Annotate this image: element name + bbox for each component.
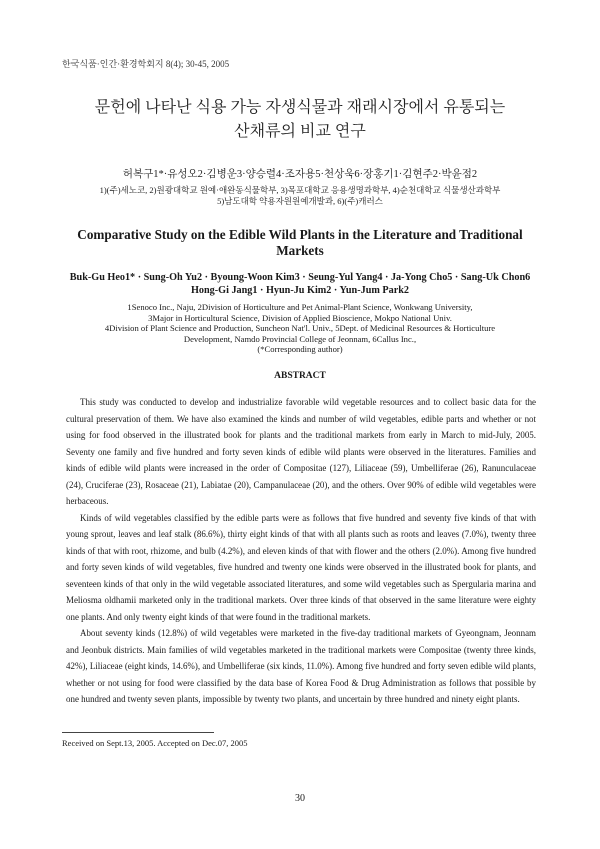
author-line: Hong-Gi Jang1 · Hyun-Ju Kim2 · Yun-Jum Park2	[190, 285, 410, 296]
corresponding-note: (*Corresponding author)	[257, 344, 343, 355]
affiliation-line: 1)(주)세노코, 2)원광대학교 원예·애완동식물학부, 3)목포대학교 응용생명과학부, 4)순천대학교 식물생산과학부	[99, 185, 501, 195]
author-line: Buk-Gu Heo1* · Sung-Oh Yu2 · Byoung-Woon Kim3 · Seung-Yul Yang4 · Ja-Yong Cho5 · Sang-Uk Chon6	[69, 272, 531, 283]
abstract-paragraph: Kinds of wild vegetables classified by the edible parts were as follows that five hundred and seventy five kinds of that with young sprout, leaves and leaf stalk (86.6%), thirty eight kinds of that with all plants such as roots and leaves (7.0%), twenty three kinds of that with root, rhizome, and bulb (4.2%), and eleven kinds of that with flower and the others (2.0%). Among five hundred and forty seven kinds of wild vegetables, five hundred and twenty one kinds were observed in the illustrated book for plants, and seventeen kinds of that only in the wild vegetable associated literatures, and some wild vegetables such as Spergularia marina and Meliosma oldhamii marketed only in the traditional markets. Over three kinds of that observed in the same literature were eighty one plants. And only twenty eight kinds of that were found in the traditional markets.	[66, 512, 536, 622]
abstract-body	[66, 394, 536, 708]
abstract-paragraph: About seventy kinds (12.8%) of wild vegetables were marketed in the five-day traditional markets of Gyeongnam, Jeonnam and Jeonbuk districts. Main families of wild vegetables marketed in the traditional markets were Compositae (twenty three kinds, 42%), Liliaceae (eight kinds, 14.6%), and Umbelliferae (six kinds, 11.0%). Among five hundred and forty seven edible wild plants, whether or not using for food were classified by the data base of Korea Food & Drug Administration as follows that possible by one hundred and twenty seven plants, impossible by twenty two plants, and uncertain by three hundred and ninety eight plants.	[66, 628, 536, 704]
title-english: Comparative Study on the Edible Wild Plants in the Literature and Traditional Markets	[77, 227, 523, 258]
footnote-rule	[62, 732, 214, 733]
affiliation-line: 3Major in Horticultural Science, Division of Applied Bioscience, Mokpo National Univ.	[148, 312, 452, 323]
authors-english	[60, 271, 540, 297]
affiliation-line: 1Senoco Inc., Naju, 2Division of Horticulture and Pet Animal-Plant Science, Wonkwang University,	[127, 302, 473, 312]
affiliations-korean	[0, 185, 600, 207]
title-korean-line: 산채류의 비교 연구	[234, 123, 366, 140]
affiliation-line: Development, Namdo Provincial College of Jeonnam, 6Callus Inc.,	[183, 333, 417, 344]
affiliations-english	[70, 302, 530, 355]
title-korean	[0, 96, 600, 144]
journal-header: 한국식품·인간·환경학회지 8(4); 30-45, 2005	[62, 59, 230, 69]
page-number: 30	[295, 793, 305, 804]
received-note: Received on Sept.13, 2005. Accepted on Dec.07, 2005	[62, 738, 248, 748]
affiliation-line: 5)남도대학 약용자원원예개발과, 6)(주)캐러스	[217, 196, 383, 206]
abstract-heading: ABSTRACT	[274, 371, 326, 381]
abstract-paragraph: This study was conducted to develop and industrialize favorable wild vegetable resources and to collect basic data for the cultural preservation of them. We have also examined the kinds and number of wild vegetables, edible parts and whether or not using for food observed in the illustrated book for plants and the traditional markets from early in March to mid-July, 2005. Seventy one family and five hundred and forty seven kinds of edible wild plants were observed in the literatures. Families and kinds of edible wild plants were increased in the order of Compositae (127), Liliaceae (59), Umbelliferae (26), Ranunculaceae (24), Cruciferae (23), Rosaceae (21), Labiatae (20), Campanulaceae (20), and the others. Over 90% of edible wild vegetables were herbaceous.	[66, 397, 536, 506]
title-korean-line: 문헌에 나타난 식용 가능 자생식물과 재래시장에서 유통되는	[94, 99, 506, 116]
affiliation-line: 4Division of Plant Science and Production, Suncheon Nat'l. Univ., 5Dept. of Medicinal Resources & Horticulture	[104, 323, 496, 334]
authors-korean: 허복구1*·유성오2·김병운3·양승렬4·조자용5·천상욱6·장홍기1·김현주2·박윤점2	[122, 169, 478, 180]
